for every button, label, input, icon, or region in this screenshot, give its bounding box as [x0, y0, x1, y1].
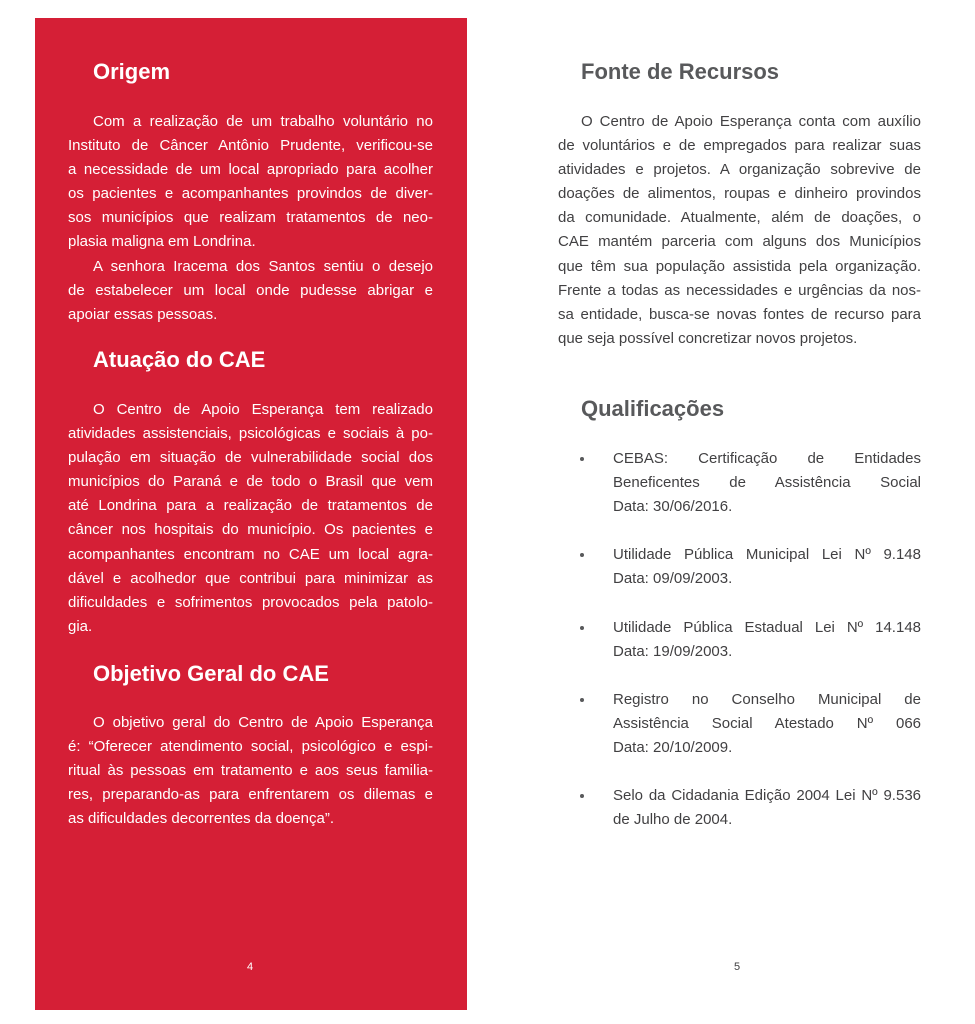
text-line: O objetivo geral do Centro de Apoio Esperança — [93, 714, 433, 731]
section-origem-text — [68, 110, 433, 327]
text-line: dável e acolhedor que contribui para minimizar as — [68, 569, 433, 587]
heading-origem: Origem — [93, 59, 171, 84]
text-line: Assistência Social Atestado Nº 066 — [613, 715, 921, 733]
list-item-text — [613, 447, 921, 519]
text-line: câncer nos hospitais do município. Os pacientes e — [68, 521, 433, 539]
text-line: atividades assistenciais, psicológicas e sociais à po- — [68, 425, 433, 443]
text-line: doações de alimentos, roupas e dinheiro provindos — [558, 185, 921, 203]
text-line: O Centro de Apoio Esperança conta com auxílio — [581, 113, 921, 130]
paragraph — [68, 110, 433, 255]
text-line: municípios do Paraná e de todo o Brasil que vem — [68, 473, 433, 491]
text-line: sa entidade, busca-se novas fontes de recurso para — [558, 305, 921, 323]
list-item-text — [613, 688, 921, 760]
heading-qualificacoes: Qualificações — [581, 396, 725, 421]
text-line: até Londrina para a realização de tratamentos de — [68, 497, 433, 515]
text-line: apoiar essas pessoas. — [68, 305, 218, 323]
text-line: atividades e projetos. A organização sobrevive de — [558, 161, 921, 179]
text-line: gia. — [68, 617, 93, 635]
text-line: Registro no Conselho Municipal de — [613, 690, 921, 708]
text-line: é: “Oferecer atendimento social, psicológico e espi- — [68, 738, 433, 756]
text-line: O Centro de Apoio Esperança tem realizado — [93, 401, 433, 418]
list-item — [558, 447, 921, 519]
page-number-left: 4 — [246, 961, 254, 973]
text-line: que seja possível concretizar novos projetos. — [558, 329, 858, 347]
text-line: a necessidade de um local apropriado para acolher — [68, 161, 433, 179]
left-page-column — [68, 0, 433, 1024]
text-line: Frente a todas as necessidades e urgências da nos- — [558, 281, 921, 299]
bullet-icon — [580, 626, 584, 630]
text-line: CAE mantém parceria com alguns dos Municípios — [558, 233, 921, 251]
text-line: Selo da Cidadania Edição 2004 Lei Nº 9.536 — [613, 787, 921, 805]
text-line: de Julho de 2004. — [613, 811, 733, 829]
list-item-text — [613, 543, 921, 591]
qualificacoes-list — [558, 447, 921, 857]
text-line: da comunidade. Atualmente, além de doações, o — [558, 209, 921, 227]
text-line: sos municípios que realizam tratamentos de neo- — [68, 209, 433, 227]
text-line: de estabelecer um local onde pudesse abrigar e — [68, 281, 433, 299]
heading-fonte-de-recursos: Fonte de Recursos — [581, 59, 780, 84]
section-atuacao-text — [68, 398, 433, 639]
bullet-icon — [580, 698, 584, 702]
list-item-text — [613, 784, 921, 832]
heading-objetivo: Objetivo Geral do CAE — [93, 661, 329, 686]
text-line: acompanhantes encontram no CAE um local agra- — [68, 545, 433, 563]
right-page-column — [558, 0, 921, 1024]
list-item-text — [613, 616, 921, 664]
text-line: pulação em situação de vulnerabilidade social dos — [68, 449, 433, 467]
page-number-right: 5 — [733, 961, 741, 973]
text-line: ritual às pessoas em tratamento e aos seus familia- — [68, 762, 433, 780]
list-item — [558, 784, 921, 832]
section-fonte-text — [558, 110, 921, 351]
text-line: Data: 19/09/2003. — [613, 642, 733, 660]
list-item — [558, 688, 921, 760]
paragraph — [68, 398, 433, 639]
bullet-icon — [580, 457, 584, 461]
list-item — [558, 616, 921, 664]
text-line: Data: 30/06/2016. — [613, 498, 733, 516]
paragraph — [68, 255, 433, 327]
text-line: CEBAS: Certificação de Entidades — [613, 450, 921, 467]
text-line: res, preparando-as para enfrentarem os dilemas e — [68, 786, 433, 804]
text-line: plasia maligna em Londrina. — [68, 233, 256, 251]
text-line: Data: 20/10/2009. — [613, 739, 733, 757]
text-line: os pacientes e acompanhantes provindos de diver- — [68, 185, 433, 203]
text-line: Com a realização de um trabalho voluntário no — [93, 113, 433, 130]
text-line: Utilidade Pública Estadual Lei Nº 14.148 — [613, 618, 921, 636]
text-line: dificuldades e sofrimentos provocados pela patolo- — [68, 593, 433, 611]
paragraph — [68, 711, 433, 831]
text-line: Utilidade Pública Municipal Lei Nº 9.148 — [613, 546, 921, 564]
paragraph — [558, 110, 921, 351]
text-line: que têm sua população assistida pela organização. — [558, 257, 921, 275]
text-line: A senhora Iracema dos Santos sentiu o desejo — [93, 257, 433, 275]
text-line: Instituto de Câncer Antônio Prudente, verificou-se — [68, 137, 433, 155]
list-item — [558, 543, 921, 591]
text-line: Beneficentes de Assistência Social — [613, 474, 921, 492]
text-line: as dificuldades decorrentes da doença”. — [68, 810, 335, 828]
text-line: Data: 09/09/2003. — [613, 570, 733, 588]
text-line: de voluntários e de empregados para realizar suas — [558, 137, 921, 155]
bullet-icon — [580, 794, 584, 798]
heading-atuacao: Atuação do CAE — [93, 347, 266, 372]
bullet-icon — [580, 553, 584, 557]
section-objetivo-text — [68, 711, 433, 831]
